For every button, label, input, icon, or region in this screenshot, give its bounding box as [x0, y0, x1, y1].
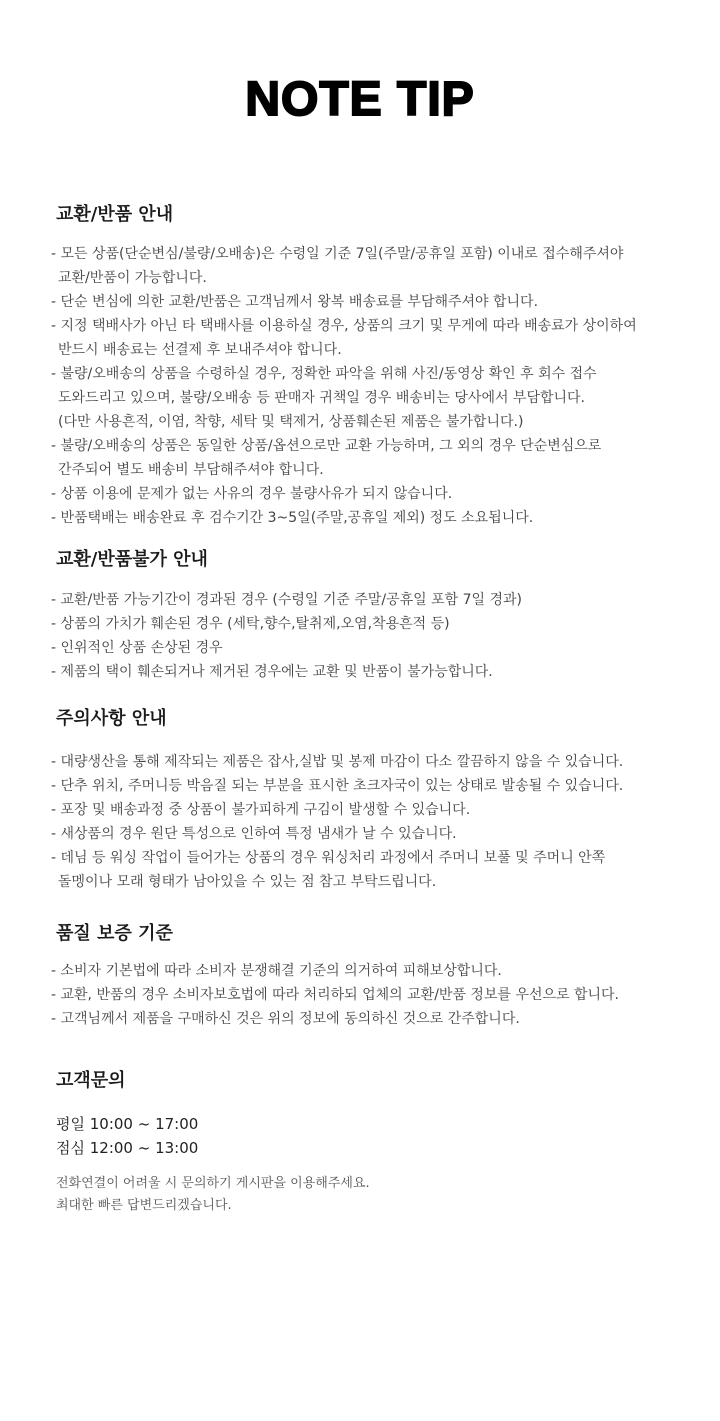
list-item: - 소비자 기본법에 따라 소비자 분쟁해결 기준의 의거하여 피해보상합니다. — [51, 963, 502, 979]
list-item: - 단추 위치, 주머니등 박음질 되는 부분을 표시한 초크자국이 있는 상태로 발송될 수 있습니다. — [51, 778, 624, 794]
list-item: - 반품택배는 배송완료 후 검수기간 3~5일(주말,공휴일 제외) 정도 소요됩니다. — [51, 510, 534, 526]
list-item: - 지정 택배사가 아닌 타 택배사를 이용하실 경우, 상품의 크기 및 무게에 따라 배송료가 상이하여 — [51, 318, 637, 334]
list-item: - 데님 등 워싱 작업이 들어가는 상품의 경우 워싱처리 과정에서 주머니 보풀 및 주머니 안쪽 — [51, 850, 606, 866]
list-item: - 포장 및 배송과정 중 상품이 불가피하게 구김이 발생할 수 있습니다. — [51, 802, 471, 818]
list-item: - 교환, 반품의 경우 소비자보호법에 따라 처리하되 업체의 교환/반품 정보를 우선으로 합니다. — [51, 987, 620, 1003]
section-title: 교환/반품불가 안내 — [56, 549, 208, 570]
list-item-continuation: 반드시 배송료는 선결제 후 보내주셔야 합니다. — [58, 342, 342, 358]
section-title: 교환/반품 안내 — [56, 204, 174, 225]
section-title: 주의사항 안내 — [56, 708, 167, 729]
list-item: - 교환/반품 가능기간이 경과된 경우 (수령일 기준 주말/공휴일 포함 7일 경과) — [51, 592, 523, 608]
list-item: - 불량/오배송의 상품은 동일한 상품/옵션으로만 교환 가능하며, 그 외의 경우 단순변심으로 — [51, 438, 602, 454]
lunch-hours: 점심 12:00 ~ 13:00 — [56, 1139, 199, 1157]
list-item: - 제품의 택이 훼손되거나 제거된 경우에는 교환 및 반품이 불가능합니다. — [51, 664, 493, 680]
list-item: - 모든 상품(단순변심/불량/오배송)은 수령일 기준 7일(주말/공휴일 포함) 이내로 접수해주셔야 — [51, 246, 624, 262]
list-item-continuation: 교환/반품이 가능합니다. — [58, 270, 207, 286]
weekday-hours: 평일 10:00 ~ 17:00 — [56, 1115, 199, 1133]
contact-note: 최대한 빠른 답변드리겠습니다. — [56, 1198, 232, 1213]
page-title: NOTE TIP — [245, 73, 475, 126]
list-item: - 상품의 가치가 훼손된 경우 (세탁,향수,탈취제,오염,착용흔적 등) — [51, 616, 450, 632]
list-item-continuation: (다만 사용흔적, 이염, 착향, 세탁 및 택제거, 상품훼손된 제품은 불가합니다.) — [58, 414, 524, 430]
list-item-continuation: 간주되어 별도 배송비 부담해주셔야 합니다. — [58, 462, 324, 478]
section-title: 고객문의 — [56, 1070, 126, 1091]
list-item-continuation: 돌멩이나 모래 형태가 남아있을 수 있는 점 참고 부탁드립니다. — [58, 874, 437, 890]
list-item-continuation: 도와드리고 있으며, 불량/오배송 등 판매자 귀책일 경우 배송비는 당사에서 부담합니다. — [58, 390, 586, 406]
section-title: 품질 보증 기준 — [56, 923, 173, 944]
list-item: - 단순 변심에 의한 교환/반품은 고객님께서 왕복 배송료를 부담해주셔야 합니다. — [51, 294, 539, 310]
list-item: - 새상품의 경우 원단 특성으로 인하여 특정 냄새가 날 수 있습니다. — [51, 826, 457, 842]
contact-note: 전화연결이 어려울 시 문의하기 게시판을 이용해주세요. — [56, 1176, 370, 1191]
list-item: - 고객님께서 제품을 구매하신 것은 위의 정보에 동의하신 것으로 간주합니다. — [51, 1011, 520, 1027]
list-item: - 불량/오배송의 상품을 수령하실 경우, 정확한 파악을 위해 사진/동영상 확인 후 회수 접수 — [51, 366, 597, 382]
list-item: - 인위적인 상품 손상된 경우 — [51, 640, 223, 656]
list-item: - 대량생산을 통해 제작되는 제품은 잡사,실밥 및 봉제 마감이 다소 깔끔하지 않을 수 있습니다. — [51, 754, 624, 770]
list-item: - 상품 이용에 문제가 없는 사유의 경우 불량사유가 되지 않습니다. — [51, 486, 453, 502]
